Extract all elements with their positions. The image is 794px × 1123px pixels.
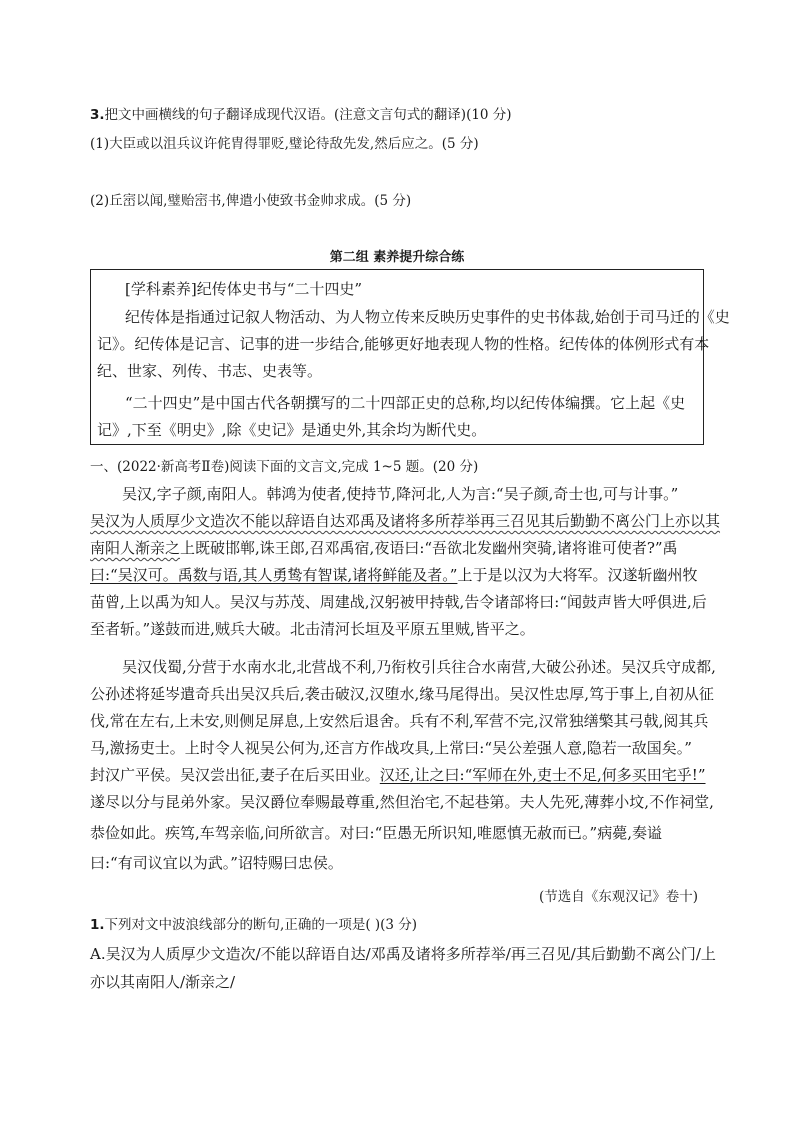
passage-line: 曰:“有司议宜以为武。”诏特赐曰忠侯。 [90, 854, 343, 872]
question-text: 把文中画横线的句子翻译成现代汉语。(注意文言句式的翻译)(10 分) [104, 107, 512, 123]
info-box-line: 纪、世家、列传、书志、史表等。 [97, 362, 323, 380]
passage-line-wavy: 吴汉为人质厚少文造次不能以辞语自达邓禹及诸将多所荐举再三召见其后勤勤不离公门上亦以其 [90, 512, 721, 530]
passage-source: (节选自《东观汉记》卷十) [538, 889, 698, 905]
option-a-line-1: A.吴汉为人质厚少文造次/不能以辞语自达/邓禹及诸将多所荐举/再三召见/其后勤勤不离公门/上 [90, 945, 716, 963]
passage-line: 遂尽以分与昆弟外家。吴汉爵位奉赐最尊重,然但治宅,不起巷第。夫人先死,薄葬小坟,不作祠堂, [90, 793, 714, 811]
passage-line: 公孙述将延岑遣奇兵出吴汉兵后,袭击破汉,汉堕水,缘马尾得出。吴汉性忠厚,笃于事上,自初从征 [90, 685, 714, 703]
passage-line [90, 538, 678, 558]
question-number: 1. [90, 917, 105, 933]
info-box-line: 记》,下至《明史》,除《史记》是通史外,其余均为断代史。 [97, 421, 487, 439]
question-number: 3. [90, 107, 105, 123]
info-box-line: 纪传体是指通过记叙人物活动、为人物立传来反映历史事件的史书体裁,始创于司马迁的《史 [125, 308, 730, 326]
question-1-title [90, 913, 417, 933]
passage-line: 吴汉,字子颜,南阳人。韩鸿为使者,使持节,降河北,人为言:“吴子颜,奇士也,可与计事。” [122, 485, 679, 503]
passage-line [90, 765, 706, 785]
underlined-sentence: 曰:“吴汉可。禹数与语,其人勇鸷有智谋,诸将鲜能及者。” [90, 566, 458, 584]
passage-line: 恭俭如此。疾笃,车驾亲临,问所欲言。对曰:“臣愚无所识知,唯愿慎无赦而已。”病薨,奏谥 [90, 824, 662, 842]
wavy-segment: 南阳人渐亲之 [90, 539, 181, 557]
info-box [90, 269, 730, 445]
passage-line: 苗曾,上以禹为知人。吴汉与苏茂、周建战,汉躬被甲持戟,告令诸部将曰:“闻鼓声皆大呼俱进,后 [90, 593, 707, 611]
passage-line [90, 565, 697, 585]
passage-line: 马,激扬吏士。上时令人视吴公何为,还言方作战攻具,上常曰:“吴公差强人意,隐若一敌国矣。” [90, 739, 692, 757]
underlined-sentence: 汉还,让之曰:“军师在外,吏士不足,何多买田宅乎!” [379, 766, 706, 784]
question-3-title [90, 103, 512, 123]
question-3-sub-1: (1)大臣或以沮兵议许侂胄得罪贬,璧论待敌先发,然后应之。(5 分) [90, 136, 479, 152]
info-box-line: 记》。纪传体是记言、记事的进一步结合,能够更好地表现人物的性格。纪传体的体例形式有本 [97, 335, 710, 353]
section-title: 第二组 素养提升综合练 [329, 250, 465, 265]
question-3-sub-2: (2)丘崈以闻,璧贻崈书,俾遣小使致书金帅求成。(5 分) [90, 193, 412, 209]
question-text: 下列对文中波浪线部分的断句,正确的一项是( )(3 分) [104, 917, 418, 933]
passage-line: 伐,常在左右,上未安,则侧足屏息,上安然后退舍。兵有不利,军营不完,汉常独缮檠其弓戟,阅其兵 [90, 712, 709, 730]
info-box-heading: [学科素养]纪传体史书与“二十四史” [125, 280, 363, 298]
passage-line: 吴汉伐蜀,分营于水南水北,北营战不利,乃衔枚引兵往合水南营,大破公孙述。吴汉兵守成都, [122, 658, 716, 676]
line-rest: 上于是以汉为大将军。汉遂斩幽州牧 [457, 566, 698, 584]
line-rest: 上既破邯郸,诛王郎,召邓禹宿,夜语曰:“吾欲北发幽州突骑,诸将谁可使者?”禹 [180, 539, 678, 557]
line-start: 封汉广平侯。吴汉尝出征,妻子在后买田业。 [90, 766, 380, 784]
passage-heading: 一、(2022·新高考Ⅱ卷)阅读下面的文言文,完成 1~5 题。(20 分) [90, 459, 479, 475]
passage-line: 至者斩。”遂鼓而进,贼兵大破。北击清河长垣及平原五里贼,皆平之。 [90, 620, 535, 638]
info-box-line: “二十四史”是中国古代各朝撰写的二十四部正史的总称,均以纪传体编撰。它上起《史 [125, 394, 686, 412]
option-a-line-2: 亦以其南阳人/渐亲之/ [90, 973, 236, 991]
